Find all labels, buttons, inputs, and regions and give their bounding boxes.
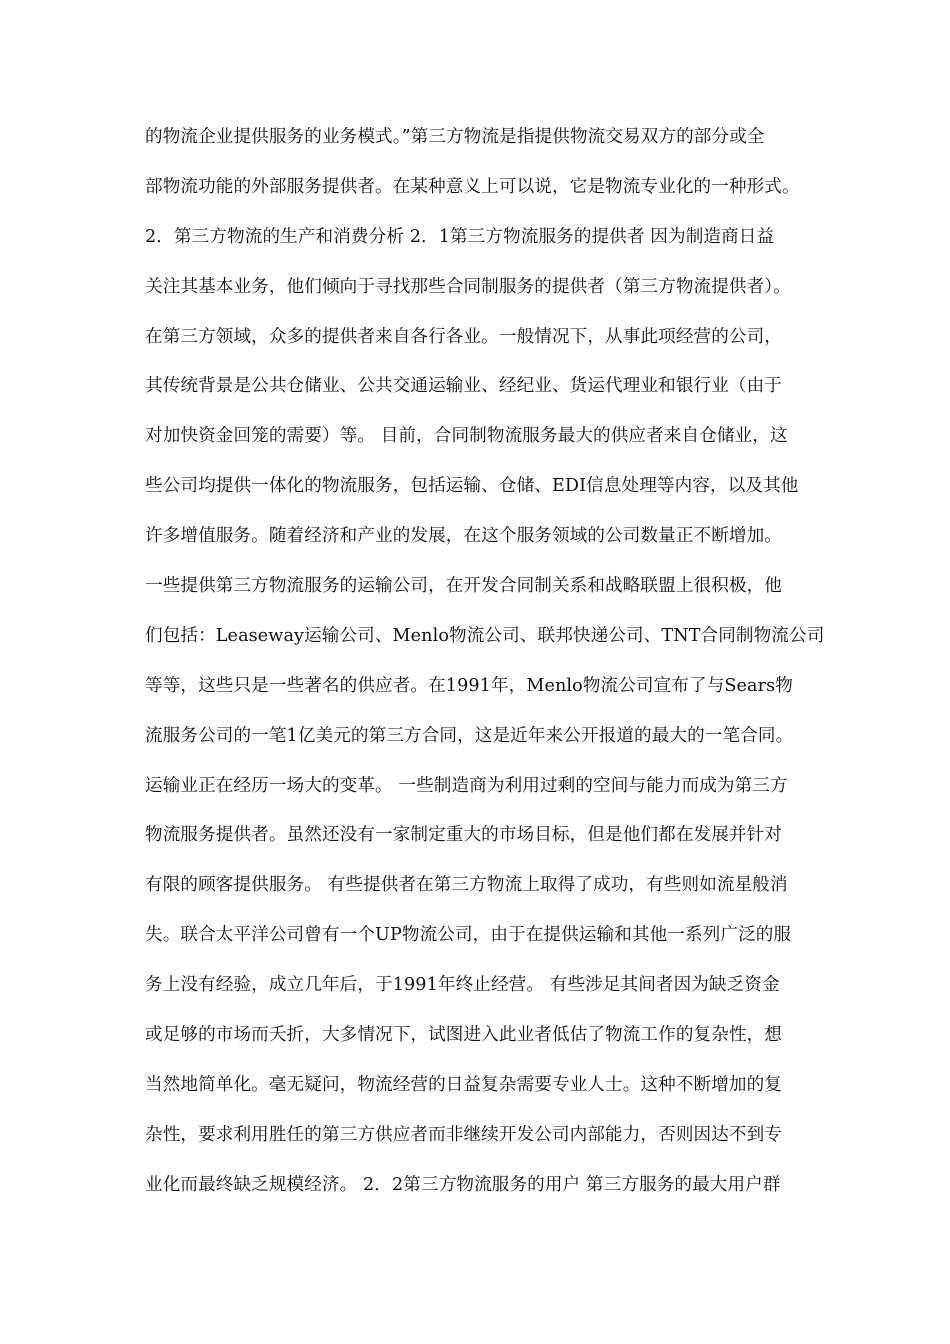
text-line: 2．第三方物流的生产和消费分析 2．1第三方物流服务的提供者 因为制造商日益: [145, 226, 775, 247]
text-line: 或足够的市场而夭折，大多情况下，试图进入此业者低估了物流工作的复杂性，想: [145, 1025, 782, 1046]
text-line: 务上没有经验，成立几年后，于1991年终止经营。 有些涉足其间者因为缺乏资金: [145, 975, 780, 996]
text-line: 们包括：Leaseway运输公司、Menlo物流公司、联邦快递公司、TNT合同制物流公司: [145, 625, 825, 646]
text-line: 当然地简单化。毫无疑问，物流经营的日益复杂需要专业人士。这种不断增加的复: [145, 1074, 782, 1095]
text-line: 对加快资金回笼的需要）等。 目前，合同制物流服务最大的供应者来自仓储业，这: [145, 426, 788, 447]
text-line: 运输业正在经历一场大的变革。 一些制造商为利用过剩的空间与能力而成为第三方: [145, 775, 788, 796]
text-line: 流服务公司的一笔1亿美元的第三方合同，这是近年来公开报道的最大的一笔合同。: [145, 725, 794, 746]
text-line: 物流服务提供者。虽然还没有一家制定重大的市场目标，但是他们都在发展并针对: [145, 825, 782, 846]
text-line: 业化而最终缺乏规模经济。 2．2第三方物流服务的用户 第三方服务的最大用户群: [145, 1174, 781, 1195]
text-line: 些公司均提供一体化的物流服务，包括运输、仓储、EDI信息处理等内容，以及其他: [145, 476, 799, 497]
text-line: 失。联合太平洋公司曾有一个UP物流公司，由于在提供运输和其他一系列广泛的服: [145, 925, 792, 946]
text-line: 在第三方领域，众多的提供者来自各行各业。一般情况下，从事此项经营的公司，: [145, 326, 782, 347]
text-line: 许多增值服务。随着经济和产业的发展，在这个服务领域的公司数量正不断增加。: [145, 526, 782, 547]
text-line: 的物流企业提供服务的业务模式。”第三方物流是指提供物流交易双方的部分或全: [145, 127, 765, 147]
text-line: 其传统背景是公共仓储业、公共交通运输业、经纪业、货运代理业和银行业（由于: [145, 376, 782, 397]
text-line: 有限的顾客提供服务。 有些提供者在第三方物流上取得了成功，有些则如流星般消: [145, 875, 788, 896]
text-line: 关注其基本业务，他们倾向于寻找那些合同制服务的提供者（第三方物流提供者）。: [145, 276, 791, 297]
text-line: 杂性，要求利用胜任的第三方供应者而非继续开发公司内部能力，否则因达不到专: [145, 1124, 782, 1145]
text-line: 部物流功能的外部服务提供者。在某种意义上可以说，它是物流专业化的一种形式。: [145, 176, 800, 197]
body-text: [145, 113, 865, 1211]
text-line: 等等，这些只是一些著名的供应者。在1991年，Menlo物流公司宣布了与Sears物: [145, 675, 793, 696]
text-line: 一些提供第三方物流服务的运输公司，在开发合同制关系和战略联盟上很积极，他: [145, 576, 782, 597]
